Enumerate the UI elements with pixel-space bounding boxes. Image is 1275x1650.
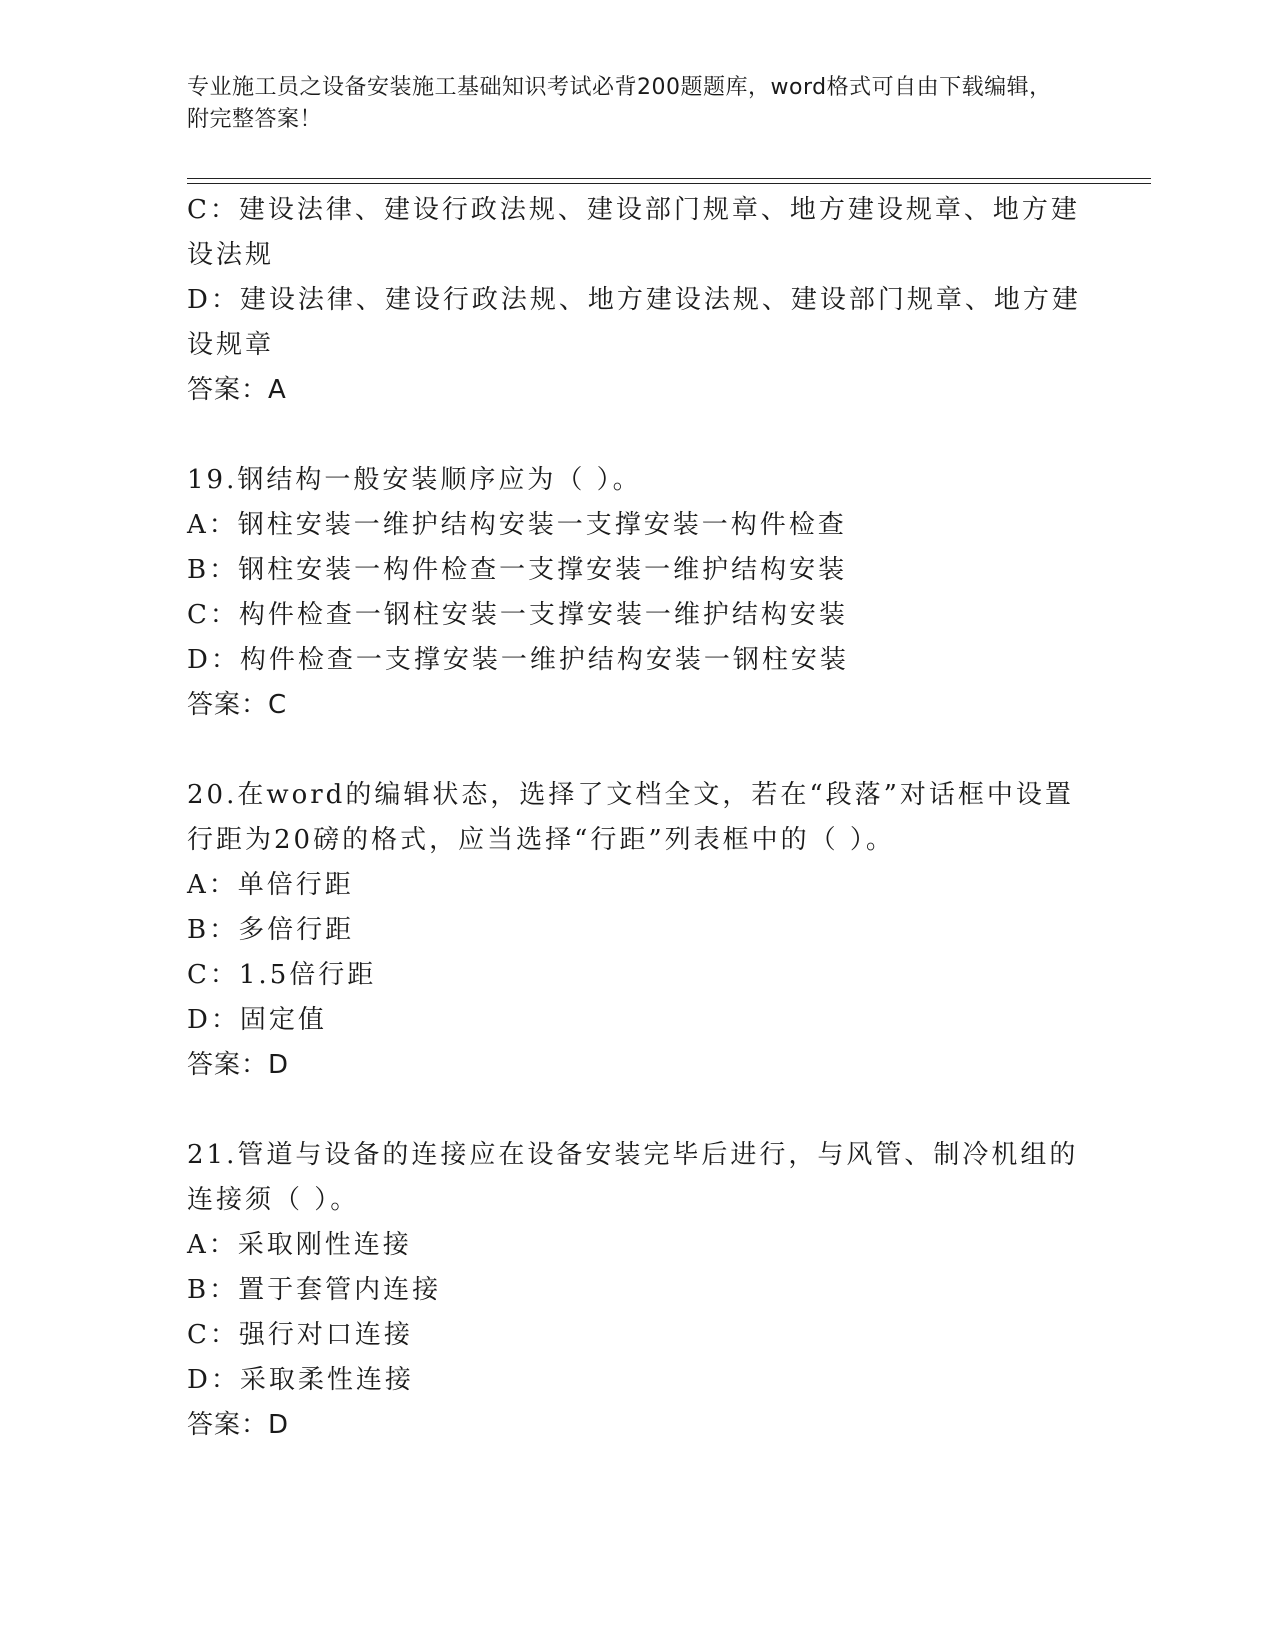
option-a: A：单倍行距 (187, 870, 354, 900)
answer-label: 答案：D (187, 1410, 290, 1440)
header-divider-bottom (187, 183, 1151, 184)
question-20 (187, 773, 1087, 1088)
spacer (187, 728, 1087, 773)
question-19 (187, 458, 1087, 728)
spacer (187, 413, 1087, 458)
option-b: B：置于套管内连接 (187, 1275, 442, 1305)
answer-label: 答案：C (187, 690, 288, 720)
answer-label: 答案：D (187, 1050, 290, 1080)
question-stem: 21.管道与设备的连接应在设备安装完毕后进行，与风管、制冷机组的连接须（ ）。 (187, 1140, 1079, 1215)
option-a: A：采取刚性连接 (187, 1230, 412, 1260)
question-stem: 19.钢结构一般安装顺序应为（ ）。 (187, 465, 642, 495)
option-c: C：1.5倍行距 (187, 960, 377, 990)
spacer (187, 1088, 1087, 1133)
header-divider-top (187, 178, 1151, 179)
question-content (187, 188, 1087, 1448)
question-stem: 20.在word的编辑状态，选择了文档全文，若在“段落”对话框中设置行距为20磅的格式，应当选择“行距”列表框中的（ ）。 (187, 780, 1074, 855)
answer-label: 答案：A (187, 375, 287, 405)
option-c: C：建设法律、建设行政法规、建设部门规章、地方建设规章、地方建设法规 (187, 195, 1080, 270)
option-b: B：钢柱安装一构件检查一支撑安装一维护结构安装 (187, 555, 848, 585)
option-d: D：构件检查一支撑安装一维护结构安装一钢柱安装 (187, 645, 849, 675)
option-c: C：构件检查一钢柱安装一支撑安装一维护结构安装 (187, 600, 848, 630)
option-d: D：采取柔性连接 (187, 1365, 414, 1395)
previous-question-tail (187, 188, 1087, 413)
option-b: B：多倍行距 (187, 915, 355, 945)
option-d: D：建设法律、建设行政法规、地方建设法规、建设部门规章、地方建设规章 (187, 285, 1081, 360)
option-a: A：钢柱安装一维护结构安装一支撑安装一构件检查 (187, 510, 847, 540)
option-c: C：强行对口连接 (187, 1320, 413, 1350)
document-header: 专业施工员之设备安装施工基础知识考试必背200题题库，word格式可自由下载编辑，附完整答案！ (187, 75, 1052, 132)
question-21 (187, 1133, 1087, 1448)
option-d: D：固定值 (187, 1005, 327, 1035)
